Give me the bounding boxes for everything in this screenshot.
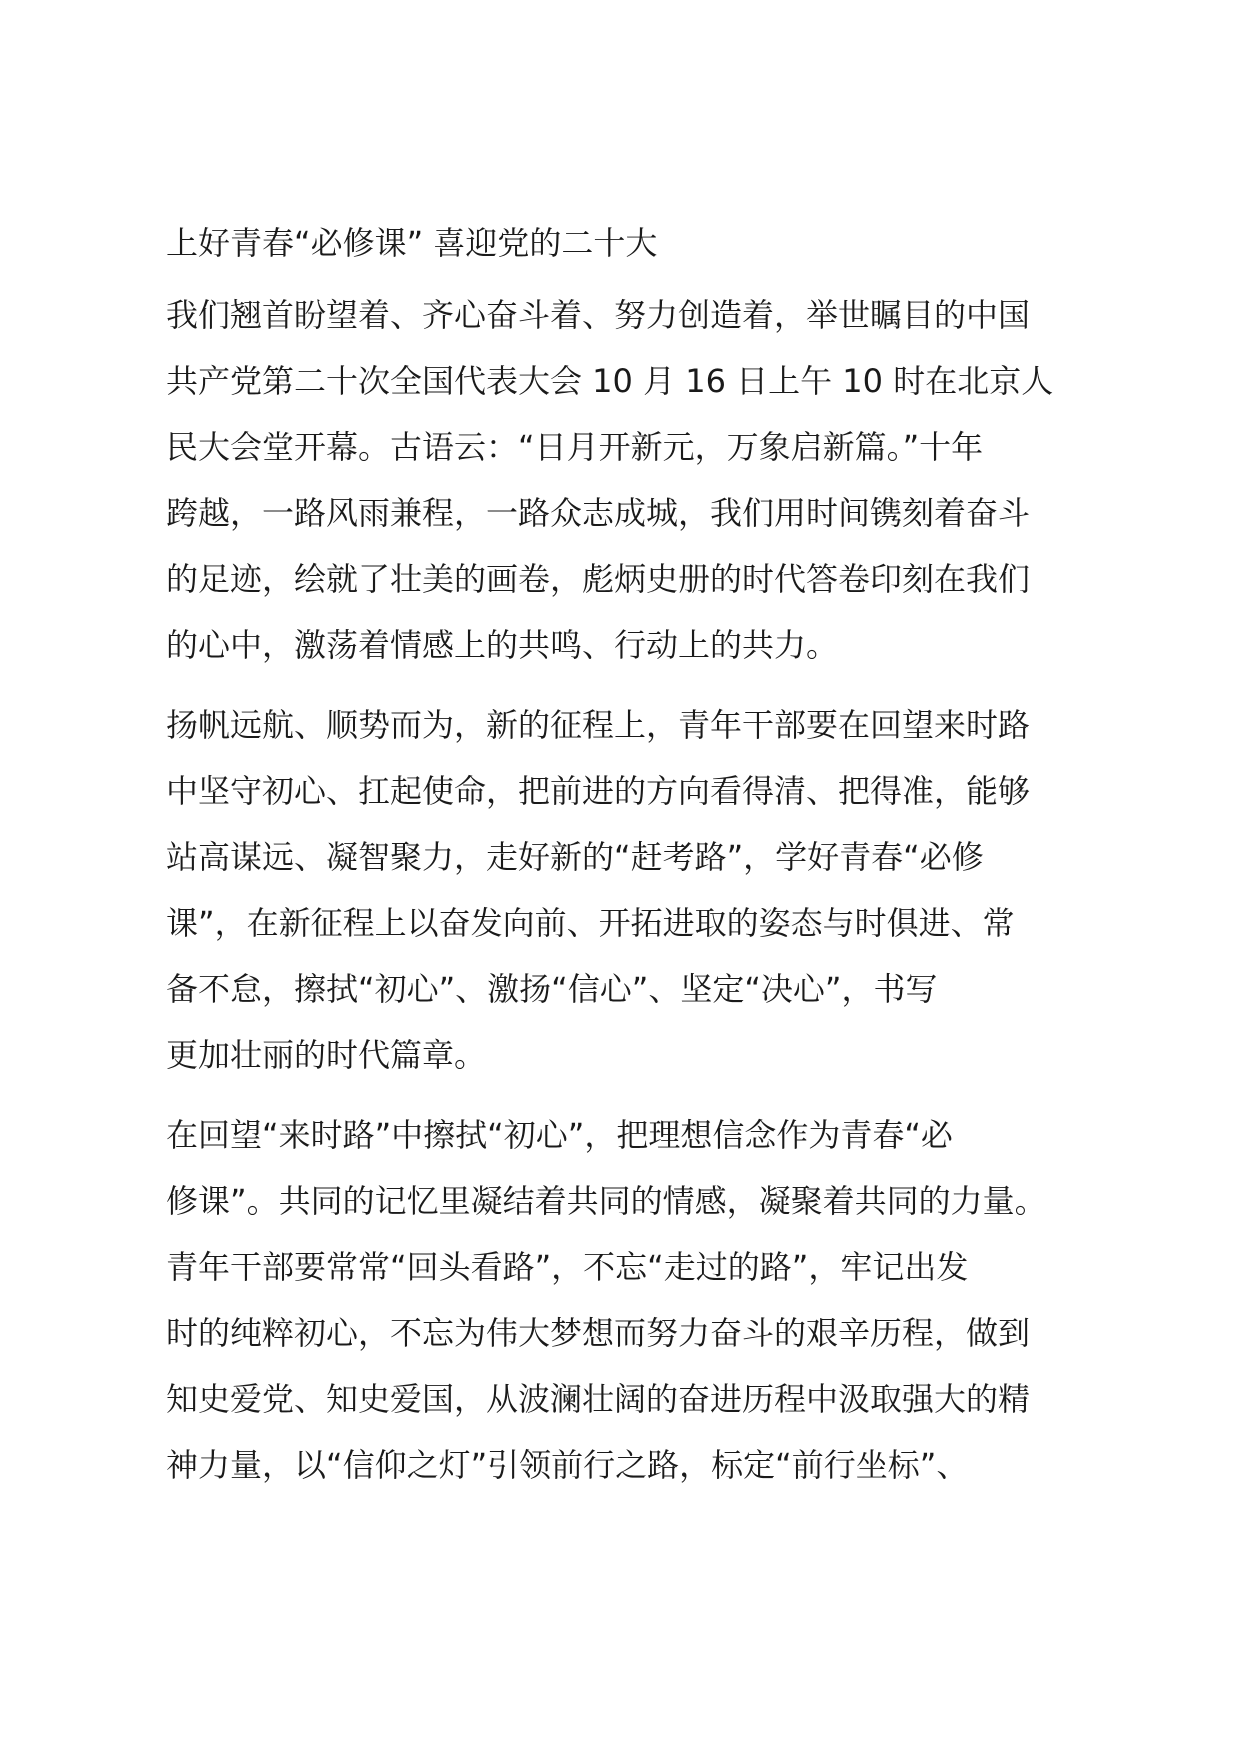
paragraph-line: 备不怠，擦拭“初心”、激扬“信心”、坚定“决心”，书写: [166, 970, 938, 1008]
paragraph-line: 神力量，以“信仰之灯”引领前行之路，标定“前行坐标”、: [166, 1446, 969, 1484]
paragraph-line: 中坚守初心、扛起使命，把前进的方向看得清、把得准，能够: [166, 772, 1031, 810]
paragraph-line: 的心中，激荡着情感上的共鸣、行动上的共力。: [166, 626, 839, 664]
paragraph-line: 更加壮丽的时代篇章。: [166, 1036, 487, 1074]
paragraph-2: [166, 692, 1086, 1088]
paragraph-line: 站高谋远、凝智聚力，走好新的“赶考路”，学好青春“必修: [166, 838, 984, 876]
paragraph-line: 青年干部要常常“回头看路”，不忘“走过的路”，牢记出发: [166, 1248, 969, 1286]
paragraph-line: 我们翘首盼望着、齐心奋斗着、努力创造着，举世瞩目的中国: [166, 296, 1031, 334]
paragraph-3: [166, 1102, 1086, 1498]
paragraph-line: 的足迹，绘就了壮美的画卷，彪炳史册的时代答卷印刻在我们: [166, 560, 1031, 598]
paragraph-line: 时的纯粹初心，不忘为伟大梦想而努力奋斗的艰辛历程，做到: [166, 1314, 1031, 1352]
paragraph-1: [166, 282, 1086, 678]
paragraph-line: 在回望“来时路”中擦拭“初心”，把理想信念作为青春“必: [166, 1116, 953, 1154]
paragraph-line: 知史爱党、知史爱国，从波澜壮阔的奋进历程中汲取强大的精: [166, 1380, 1031, 1418]
paragraph-line: 民大会堂开幕。古语云：“日月开新元，万象启新篇。”十年: [166, 428, 984, 466]
paragraph-line: 共产党第二十次全国代表大会 10 月 16 日上午 10 时在北京人: [166, 362, 1054, 400]
paragraph-line: 课”，在新征程上以奋发向前、开拓进取的姿态与时俱进、常: [166, 904, 1015, 942]
paragraph-line: 修课”。共同的记忆里凝结着共同的情感，凝聚着共同的力量。: [166, 1182, 1047, 1220]
paragraph-line: 跨越，一路风雨兼程，一路众志成城，我们用时间镌刻着奋斗: [166, 494, 1031, 532]
paragraph-line: 扬帆远航、顺势而为，新的征程上，青年干部要在回望来时路: [166, 706, 1031, 744]
document-title: 上好青春“必修课” 喜迎党的二十大: [166, 224, 658, 262]
document-body: [166, 210, 1086, 1512]
